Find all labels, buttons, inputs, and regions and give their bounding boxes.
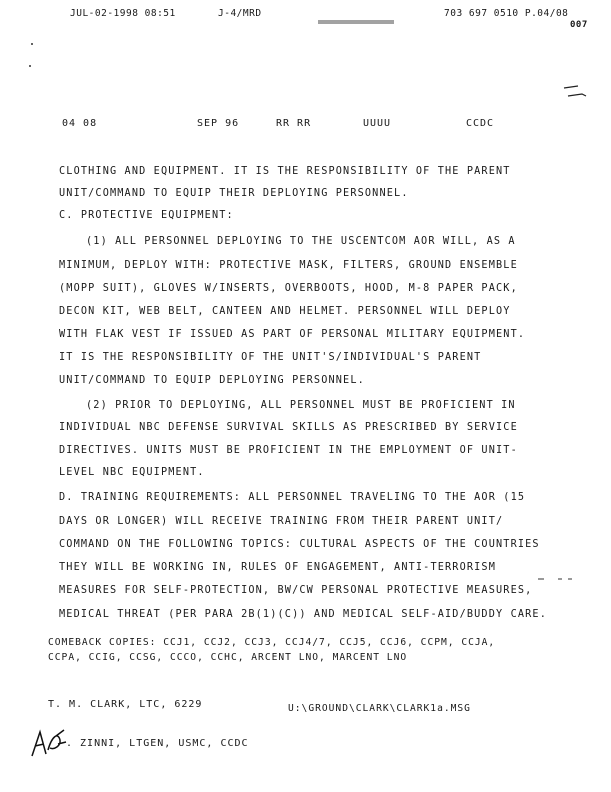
body-line: DECON KIT, WEB BELT, CANTEEN AND HELMET. PERSONNEL WILL DEPLOY — [59, 306, 511, 317]
classification: UUUU — [363, 118, 392, 129]
body-line: DIRECTIVES. UNITS MUST BE PROFICIENT IN THE EMPLOYMENT OF UNIT- — [59, 445, 518, 456]
body-line: C. PROTECTIVE EQUIPMENT: — [59, 210, 234, 221]
precedence: RR RR — [276, 118, 312, 129]
body-line: (1) ALL PERSONNEL DEPLOYING TO THE USCENTCOM AOR WILL, AS A — [86, 236, 516, 247]
comeback-line: COMEBACK COPIES: CCJ1, CCJ2, CCJ3, CCJ4/7, CCJ5, CCJ6, CCPM, CCJA, — [48, 637, 496, 648]
drafter: T. M. CLARK, LTC, 6229 — [48, 699, 203, 710]
comeback-line: CCPA, CCIG, CCSG, CCCO, CCHC, ARCENT LNO, MARCENT LNO — [48, 652, 408, 663]
releaser: . ZINNI, LTGEN, USMC, CCDC — [66, 738, 249, 749]
body-line: CLOTHING AND EQUIPMENT. IT IS THE RESPONSIBILITY OF THE PARENT — [59, 166, 511, 177]
fax-stamp: 007 — [570, 20, 588, 30]
originator: CCDC — [466, 118, 495, 129]
body-line: IT IS THE RESPONSIBILITY OF THE UNIT'S/INDIVIDUAL'S PARENT — [59, 352, 482, 363]
stray-dash-icon — [536, 576, 576, 582]
smudged-header-text — [318, 18, 398, 26]
body-line: MEDICAL THREAT (PER PARA 2B(1)(C)) AND MEDICAL SELF-AID/BUDDY CARE. — [59, 609, 547, 620]
body-line: UNIT/COMMAND TO EQUIP THEIR DEPLOYING PERSONNEL. — [59, 188, 409, 199]
body-line: INDIVIDUAL NBC DEFENSE SURVIVAL SKILLS AS PRESCRIBED BY SERVICE — [59, 422, 518, 433]
handwritten-initials-icon — [28, 726, 70, 762]
stray-dot-icon — [26, 40, 38, 100]
stray-mark-icon — [560, 82, 590, 104]
body-line: D. TRAINING REQUIREMENTS: ALL PERSONNEL TRAVELING TO THE AOR (15 — [59, 492, 526, 503]
fax-date-time: JUL-02-1998 08:51 — [70, 8, 176, 19]
body-line: (MOPP SUIT), GLOVES W/INSERTS, OVERBOOTS, HOOD, M-8 PAPER PACK, — [59, 283, 518, 294]
body-line: (2) PRIOR TO DEPLOYING, ALL PERSONNEL MUST BE PROFICIENT IN — [86, 400, 516, 411]
fax-sender-id: J-4/MRD — [218, 8, 262, 19]
body-line: COMMAND ON THE FOLLOWING TOPICS: CULTURAL ASPECTS OF THE COUNTRIES — [59, 539, 540, 550]
body-line: LEVEL NBC EQUIPMENT. — [59, 467, 205, 478]
body-line: WITH FLAK VEST IF ISSUED AS PART OF PERSONAL MILITARY EQUIPMENT. — [59, 329, 526, 340]
page-number: 04 08 — [62, 118, 98, 129]
file-path: U:\GROUND\CLARK\CLARK1a.MSG — [288, 703, 471, 714]
body-line: DAYS OR LONGER) WILL RECEIVE TRAINING FROM THEIR PARENT UNIT/ — [59, 516, 504, 527]
fax-phone-page: 703 697 0510 P.04/08 — [444, 8, 569, 19]
body-line: THEY WILL BE WORKING IN, RULES OF ENGAGEMENT, ANTI-TERRORISM — [59, 562, 497, 573]
message-date: SEP 96 — [197, 118, 240, 129]
body-line: MEASURES FOR SELF-PROTECTION, BW/CW PERSONAL PROTECTIVE MEASURES, — [59, 585, 533, 596]
body-line: UNIT/COMMAND TO EQUIP DEPLOYING PERSONNEL. — [59, 375, 365, 386]
body-line: MINIMUM, DEPLOY WITH: PROTECTIVE MASK, FILTERS, GROUND ENSEMBLE — [59, 260, 518, 271]
